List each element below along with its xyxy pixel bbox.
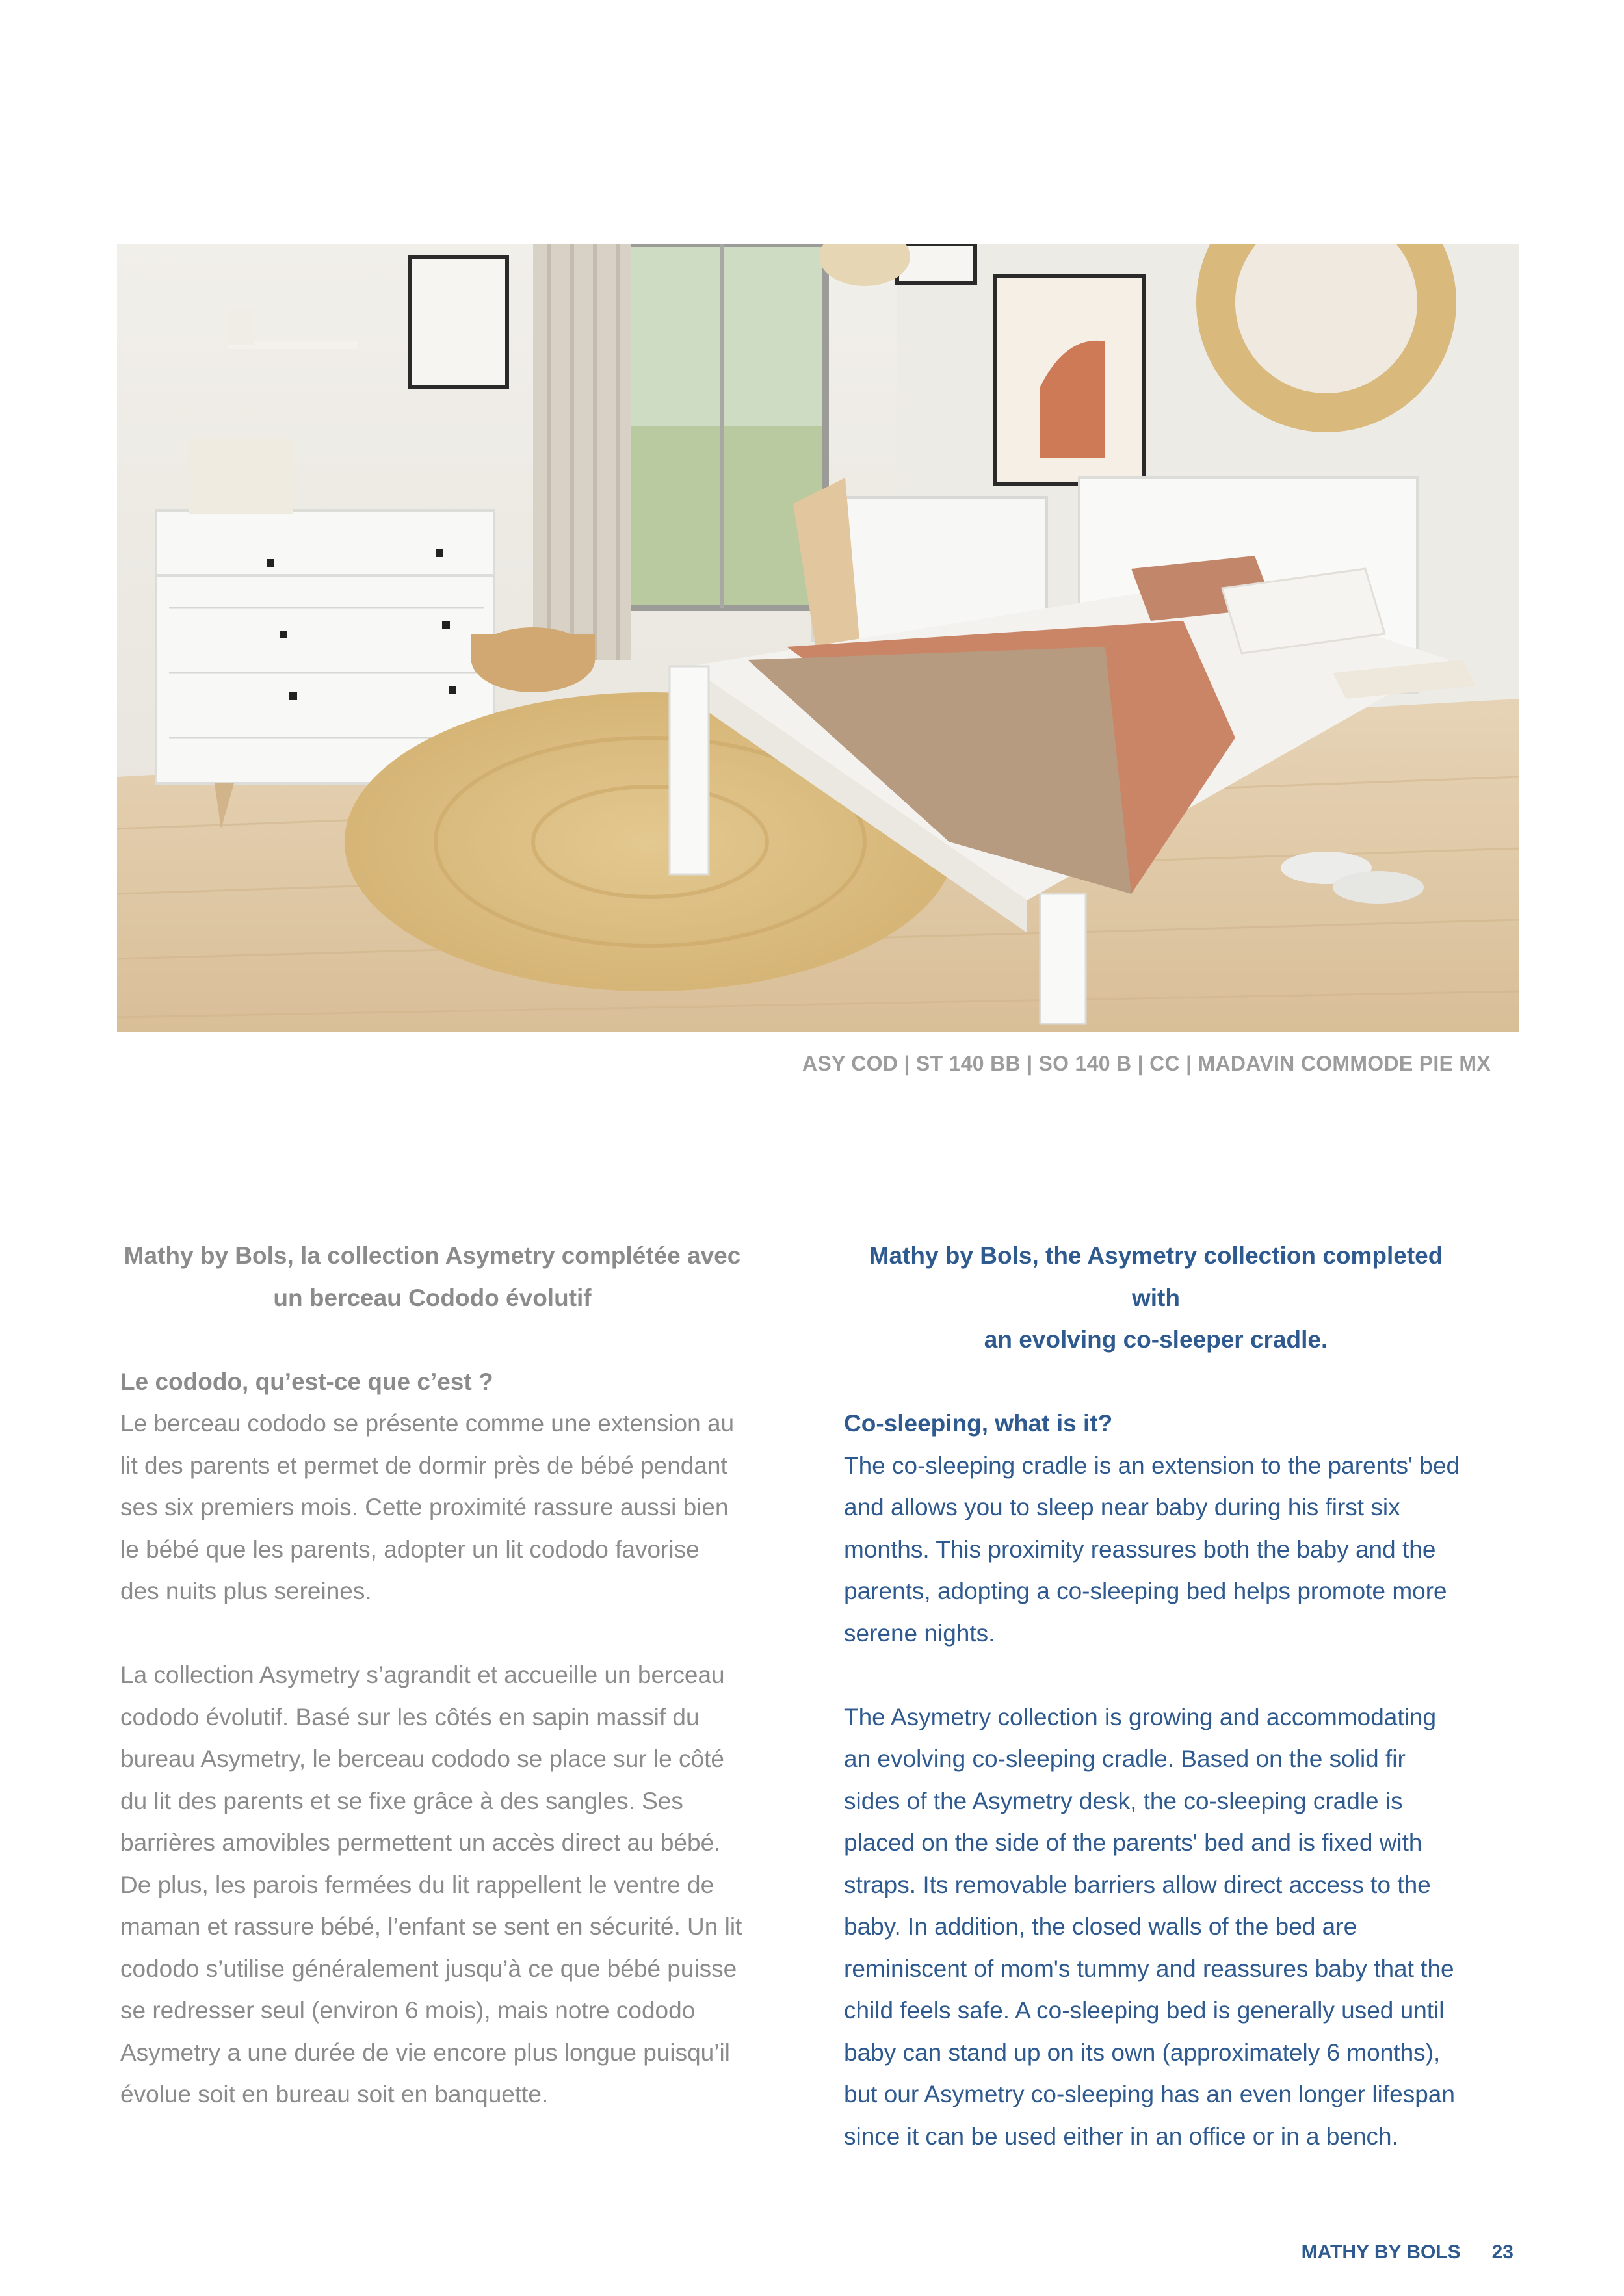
french-paragraph-2: La collection Asymetry s’agrandit et accueille un berceau cododo évolutif. Basé sur les côtés en sapin massif du bureau Asymetry, le berceau cododo se place sur le côté du lit des parents et se fixe grâce à des sangles. Ses barrières amovibles permettent un accès direct au bébé. De plus, les parois fermées du lit rappellent le ventre de maman et rassure bébé, l’enfant se sent en sécurité. Un lit cododo s’utilise généralement jusqu’à ce que bébé puisse se redresser seul (environ 6 mois), mais notre cododo Asymetry a une durée de vie encore plus longue puisqu’il évolue soit en bureau soit en banquette.: [120, 1662, 742, 2107]
english-paragraph-2: The Asymetry collection is growing and accommodating an evolving co-sleeping cradle. Based on the solid fir sides of the Asymetry desk, the co-sleeping cradle is placed on the side of the parents' bed and is fixed with straps. Its removable barriers allow direct access to the baby. In addition, the closed walls of the bed are reminiscent of mom's tummy and reassures baby that the child feels safe. A co-sleeping bed is generally used until baby can stand up on its own (approximately 6 months), but our Asymetry co-sleeping has an even longer lifespan since it can be used either in an office or in a bench.: [844, 1703, 1455, 2150]
english-subtitle: Co-sleeping, what is it?: [844, 1410, 1113, 1437]
page-footer: [1302, 2241, 1513, 2263]
english-column: [844, 1235, 1468, 2158]
page-number: 23: [1491, 2241, 1513, 2263]
french-title-line-2: un berceau Cododo évolutif: [273, 1284, 592, 1311]
english-title-line-1: Mathy by Bols, the Asymetry collection completed with: [869, 1242, 1443, 1311]
product-codes-caption: ASY COD | ST 140 BB | SO 140 B | CC | MADAVIN COMMODE PIE MX: [802, 1052, 1491, 1075]
bedroom-photo: [117, 244, 1519, 1032]
french-paragraph-1: Le berceau cododo se présente comme une extension au lit des parents et permet de dormir près de bébé pendant ses six premiers mois. Cette proximité rassure aussi bien le bébé que les parents, adopter un lit cododo favorise des nuits plus sereines.: [120, 1410, 735, 1604]
english-title-line-2: an evolving co-sleeper cradle.: [984, 1326, 1328, 1353]
french-column: [120, 1235, 744, 2116]
french-subtitle: Le cododo, qu’est-ce que c’est ?: [120, 1368, 493, 1395]
english-paragraph-1: The co-sleeping cradle is an extension to the parents' bed and allows you to sleep near baby during his first six months. This proximity reassures both the baby and the parents, adopting a co-sleeping bed helps promote more serene nights.: [844, 1452, 1460, 1647]
french-title-line-1: Mathy by Bols, la collection Asymetry complétée avec: [124, 1242, 741, 1269]
footer-brand: MATHY BY BOLS: [1301, 2241, 1461, 2263]
bedroom-illustration: [117, 244, 1519, 1032]
